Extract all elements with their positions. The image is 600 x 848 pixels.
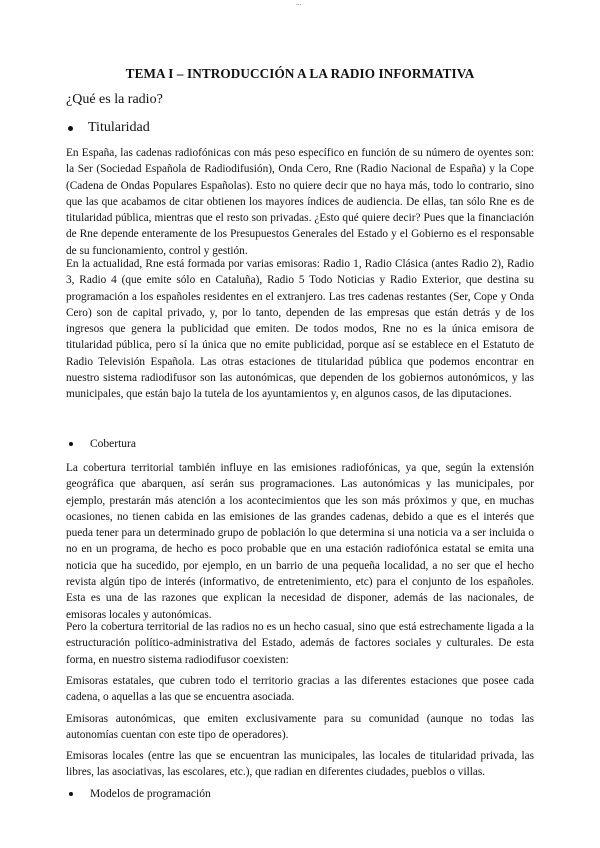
paragraph-cobertura-2: Pero la cobertura territorial de las radios no es un hecho casual, sino que está estrechamente ligada a la estructuración político-administrativa del Estado, además de factores sociales y culturales. De esta forma, en nuestro sistema radiodifusor coexisten: bbox=[66, 621, 534, 666]
bullet-icon bbox=[69, 792, 73, 796]
bullet-icon bbox=[69, 442, 73, 446]
heading-text: Modelos de programación bbox=[90, 788, 211, 800]
heading-text: Titularidad bbox=[88, 120, 150, 135]
heading-text: Cobertura bbox=[90, 438, 136, 450]
paragraph-emisoras-estatales: Emisoras estatales, que cubren todo el territorio gracias a las diferentes estaciones que posee cada cadena, o aquellas a las que se encuentra asociada. bbox=[66, 675, 534, 704]
paragraph-titularidad-2: En la actualidad, Rne está formada por varias emisoras: Radio 1, Radio Clásica (antes Radio 2), Radio 3, Radio 4 (que emite sólo en Cataluña), Radio 5 Todo Noticias y Radio Exterior, que destina su programación a los españoles residentes en el extranjero. Las tres cadenas restantes (Ser, Cope y Onda Cero) son de capital privado, y, por lo tanto, dependen de las empresas que están detrás y de los ingresos que genera la publicidad que emiten. De todos modos, Rne no es la única emisora de titularidad pública, pero sí la única que no emite publicidad, porque así se establece en el Estatuto de Radio Televisión Española. Las otras estaciones de titularidad pública que podemos encontrar en nuestro sistema radiodifusor son las autonómicas, que dependen de los gobiernos autonómicos, y las municipales, que están bajo la tutela de los ayuntamientos y, en algunos casos, de las diputaciones. bbox=[66, 258, 534, 401]
paragraph-emisoras-locales: Emisoras locales (entre las que se encuentran las municipales, las locales de titularidad privada, las libres, las asociativas, las escolares, etc.), que radian en diferentes ciudades, pueblos o villas. bbox=[66, 750, 534, 779]
document-title: TEMA I – INTRODUCCIÓN A LA RADIO INFORMATIVA bbox=[125, 66, 475, 81]
paragraph-titularidad-1: En España, las cadenas radiofónicas con más peso específico en función de su número de oyentes son: la Ser (Sociedad Española de Radiodifusión), Onda Cero, Rne (Radio Nacional de España) y la Cope (Cadena de Ondas Populares Españolas). Esto no quiere decir que no haya más, todo lo contrario, sino que las que acabamos de citar obtienen los mayores índices de audiencia. De ellas, tan sólo Rne es de titularidad pública, mientras que el resto son privadas. ¿Esto qué quiere decir? Pues que la financiación de Rne depende enteramente de los Presupuestos Generales del Estado y el Gobierno es el responsable de su funcionamiento, control y gestión. bbox=[66, 147, 534, 257]
bullet-heading-titularidad bbox=[66, 120, 150, 136]
bullet-icon bbox=[68, 126, 73, 131]
paragraph-cobertura-1: La cobertura territorial también influye en las emisiones radiofónicas, ya que, según la extensión geográfica que abarquen, así serán sus programaciones. Las autonómicas y las municipales, por ejemplo, prestarán más atención a los acontecimientos que les son más próximos y que, en muchas ocasiones, no tienen cabida en las emisiones de las grandes cadenas, debido a que es el interés que pueda tener para un determinado grupo de población lo que determina si una noticia va a ser incluida o no en un programa, de hecho es poco probable que en una estación radiofónica estatal se emita una noticia que ha sucedido, por ejemplo, en un barrio de una pequeña localidad, a no ser que el hecho revista algún tipo de interés (informativo, de entretenimiento, etc) para el conjunto de los españoles. Esta es una de las razones que explican la necesidad de disponer, además de las nacionales, de emisoras locales y autonómicas. bbox=[66, 462, 534, 621]
paragraph-emisoras-autonomicas: Emisoras autonómicas, que emiten exclusivamente para su comunidad (aunque no todas las autonomías cuentan con este tipo de operadores). bbox=[66, 713, 534, 742]
bullet-heading-modelos bbox=[66, 788, 211, 800]
bullet-heading-cobertura bbox=[66, 438, 136, 450]
section-question-heading: ¿Qué es la radio? bbox=[66, 92, 163, 107]
page-header-mark: ... bbox=[296, 0, 302, 7]
